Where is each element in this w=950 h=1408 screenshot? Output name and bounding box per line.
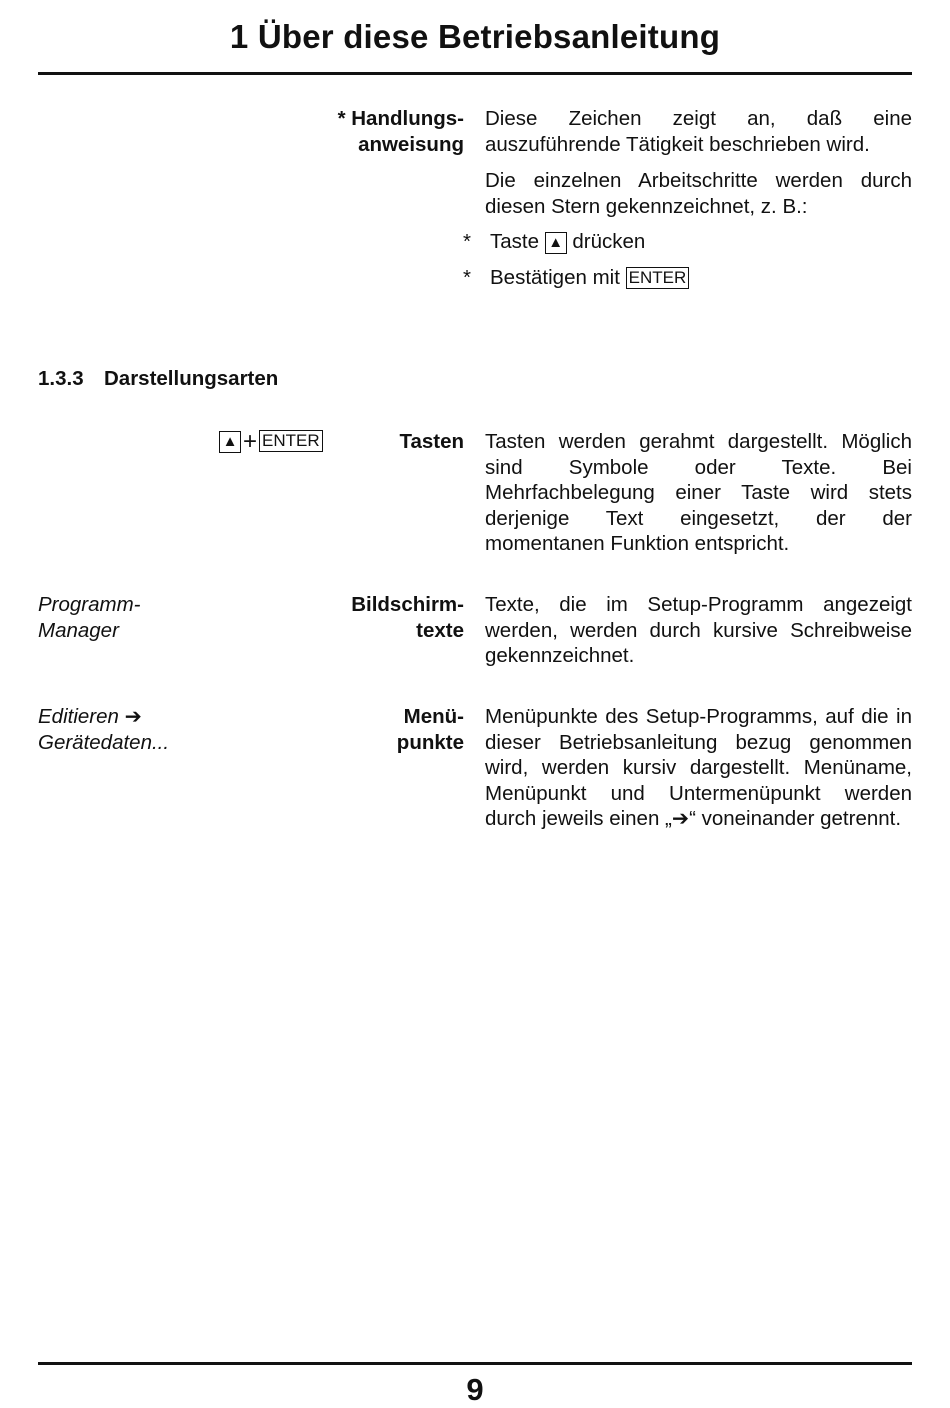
tasten-text: Tasten werden gerahmt dargestellt. Möglich sind Symbole oder Texte. Bei Mehrfachbelegung einer Taste wird stets derjenige Text eingesetzt, der der momentanen Funktion entspricht. — [485, 430, 912, 555]
step-1-star: * — [463, 230, 471, 253]
label-line-1: Bildschirm- — [351, 593, 464, 616]
menuepunkte-label — [264, 704, 464, 755]
label-line-2: texte — [416, 618, 464, 642]
label-line-2: punkte — [396, 730, 464, 754]
page-number: 9 — [466, 1372, 484, 1407]
bildschirmtexte-text: Texte, die im Setup-Programm angezeigt werden, werden durch kursive Schreibweise gekennzeichnet. — [485, 593, 912, 667]
margin-line-2: Manager — [38, 618, 119, 642]
page-title: 1 Über diese Betriebsanleitung — [229, 18, 721, 55]
bildschirmtexte-label — [264, 592, 464, 643]
enter-key: ENTER — [259, 430, 323, 452]
up-arrow-key-icon: ▲ — [545, 232, 567, 254]
section-title: Darstellungsarten — [104, 367, 279, 390]
up-arrow-key-icon: ▲ — [219, 431, 241, 453]
label-line-2: anweisung — [358, 132, 464, 156]
margin-line-1: Editieren — [38, 705, 119, 728]
step-1 — [490, 229, 645, 255]
step-1-post: drücken — [572, 230, 646, 253]
margin-line-2: Gerätedaten... — [38, 730, 170, 754]
enter-key: ENTER — [626, 267, 690, 289]
text-after: “ voneinander getrennt. — [689, 807, 902, 830]
plus-sign: + — [243, 428, 258, 455]
menuepunkte-text — [485, 704, 912, 832]
label-line-1: Handlungs- — [351, 107, 464, 130]
tasten-label: Tasten — [399, 430, 464, 453]
step-2-star: * — [463, 266, 471, 289]
handlungsanweisung-label — [164, 106, 464, 157]
menuepunkte-margin-note — [38, 704, 169, 755]
section-heading — [38, 367, 278, 391]
step-2 — [490, 265, 689, 291]
step-2-pre: Bestätigen mit — [490, 266, 620, 289]
handlungsanweisung-para-2: Die einzelnen Arbeitschritte werden durch diesen Stern gekennzeichnet, z. B.: — [485, 169, 912, 218]
bildschirmtexte-margin-note — [38, 592, 141, 643]
header-rule — [38, 72, 912, 75]
step-1-pre: Taste — [490, 230, 539, 253]
label-line-1: Menü- — [403, 705, 464, 728]
text-before: Menüpunkte des Setup-Programms, auf die in dieser Betriebsanleitung bezug genommen wird, werden kursiv dargestellt. Menüname, Menüpunkt und Untermenüpunkt werden durch jeweils einen „ — [485, 705, 912, 830]
footer-rule — [38, 1362, 912, 1365]
label-star: * — [337, 107, 346, 130]
arrow-right-icon: ➔ — [124, 705, 142, 728]
margin-line-1: Programm- — [38, 593, 141, 616]
section-number: 1.3.3 — [38, 367, 84, 390]
arrow-right-icon: ➔ — [671, 807, 690, 830]
handlungsanweisung-para-1: Diese Zeichen zeigt an, daß eine auszuführende Tätigkeit beschrieben wird. — [485, 107, 912, 156]
